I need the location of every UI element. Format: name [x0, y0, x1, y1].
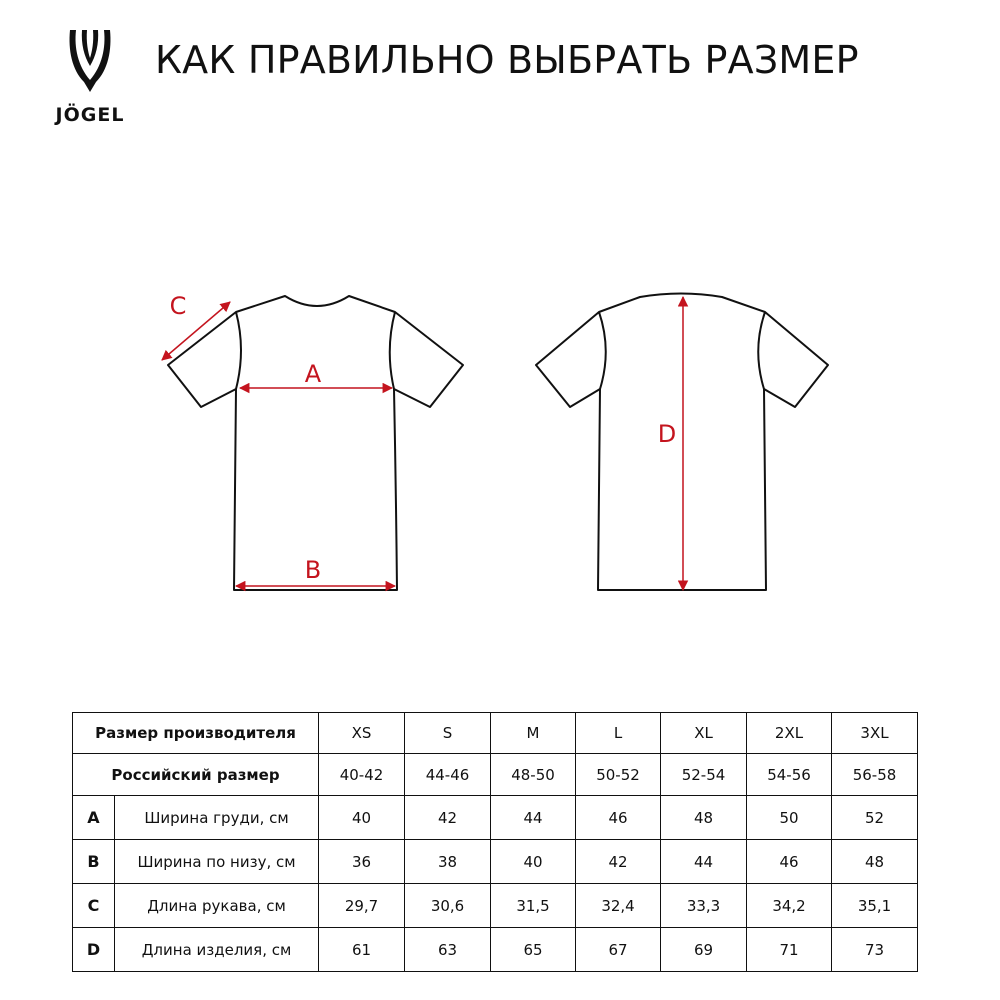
value-cell: 65	[491, 928, 576, 972]
size-chart-table	[72, 712, 918, 972]
tshirt-front-sleeve-seam-right	[390, 312, 395, 389]
size-cell: S	[405, 713, 491, 754]
value-cell: 44	[661, 840, 747, 884]
measure-b-label: B	[304, 556, 322, 584]
page-title: КАК ПРАВИЛЬНО ВЫБРАТЬ РАЗМЕР	[155, 38, 859, 82]
tshirt-back-sleeve-seam-right	[758, 312, 765, 389]
size-cell: XS	[319, 713, 405, 754]
russian-size-cell: 56-58	[832, 754, 918, 796]
value-cell: 61	[319, 928, 405, 972]
row-label: Ширина по низу, см	[115, 840, 319, 884]
value-cell: 52	[832, 796, 918, 840]
russian-size-cell: 54-56	[747, 754, 832, 796]
row-letter: C	[73, 884, 115, 928]
value-cell: 44	[491, 796, 576, 840]
value-cell: 48	[832, 840, 918, 884]
tshirt-measurement-diagram	[0, 270, 1000, 630]
russian-size-cell: 48-50	[491, 754, 576, 796]
size-cell: M	[491, 713, 576, 754]
value-cell: 69	[661, 928, 747, 972]
value-cell: 50	[747, 796, 832, 840]
tshirt-front-outline	[168, 296, 463, 590]
table-row	[73, 840, 918, 884]
value-cell: 31,5	[491, 884, 576, 928]
value-cell: 42	[576, 840, 661, 884]
row-label: Длина рукава, см	[115, 884, 319, 928]
row-letter: D	[73, 928, 115, 972]
value-cell: 46	[747, 840, 832, 884]
jogel-emblem-icon	[66, 28, 114, 94]
table-row	[73, 796, 918, 840]
value-cell: 38	[405, 840, 491, 884]
value-cell: 36	[319, 840, 405, 884]
value-cell: 42	[405, 796, 491, 840]
measure-a-label: A	[304, 360, 322, 388]
measure-c-label: C	[169, 292, 187, 320]
row-letter: A	[73, 796, 115, 840]
value-cell: 63	[405, 928, 491, 972]
brand-logo-text: JÖGEL	[55, 104, 125, 126]
value-cell: 46	[576, 796, 661, 840]
russian-size-header: Российский размер	[73, 754, 319, 796]
russian-size-cell: 52-54	[661, 754, 747, 796]
value-cell: 32,4	[576, 884, 661, 928]
manufacturer-size-header: Размер производителя	[73, 713, 319, 754]
row-label: Длина изделия, см	[115, 928, 319, 972]
value-cell: 40	[319, 796, 405, 840]
value-cell: 67	[576, 928, 661, 972]
tshirt-back-sleeve-seam-left	[599, 312, 606, 389]
size-cell: XL	[661, 713, 747, 754]
value-cell: 33,3	[661, 884, 747, 928]
value-cell: 40	[491, 840, 576, 884]
value-cell: 30,6	[405, 884, 491, 928]
value-cell: 71	[747, 928, 832, 972]
value-cell: 48	[661, 796, 747, 840]
value-cell: 29,7	[319, 884, 405, 928]
table-header-row	[73, 713, 918, 754]
russian-size-cell: 50-52	[576, 754, 661, 796]
russian-size-cell: 44-46	[405, 754, 491, 796]
table-row	[73, 928, 918, 972]
value-cell: 34,2	[747, 884, 832, 928]
russian-size-row	[73, 754, 918, 796]
size-cell: 2XL	[747, 713, 832, 754]
size-cell: 3XL	[832, 713, 918, 754]
russian-size-cell: 40-42	[319, 754, 405, 796]
brand-logo	[40, 28, 140, 128]
row-label: Ширина груди, см	[115, 796, 319, 840]
size-cell: L	[576, 713, 661, 754]
tshirt-front-sleeve-seam-left	[236, 312, 241, 389]
measure-d-label: D	[657, 420, 677, 448]
table-row	[73, 884, 918, 928]
tshirt-back-outline	[536, 294, 828, 591]
row-letter: B	[73, 840, 115, 884]
value-cell: 35,1	[832, 884, 918, 928]
value-cell: 73	[832, 928, 918, 972]
